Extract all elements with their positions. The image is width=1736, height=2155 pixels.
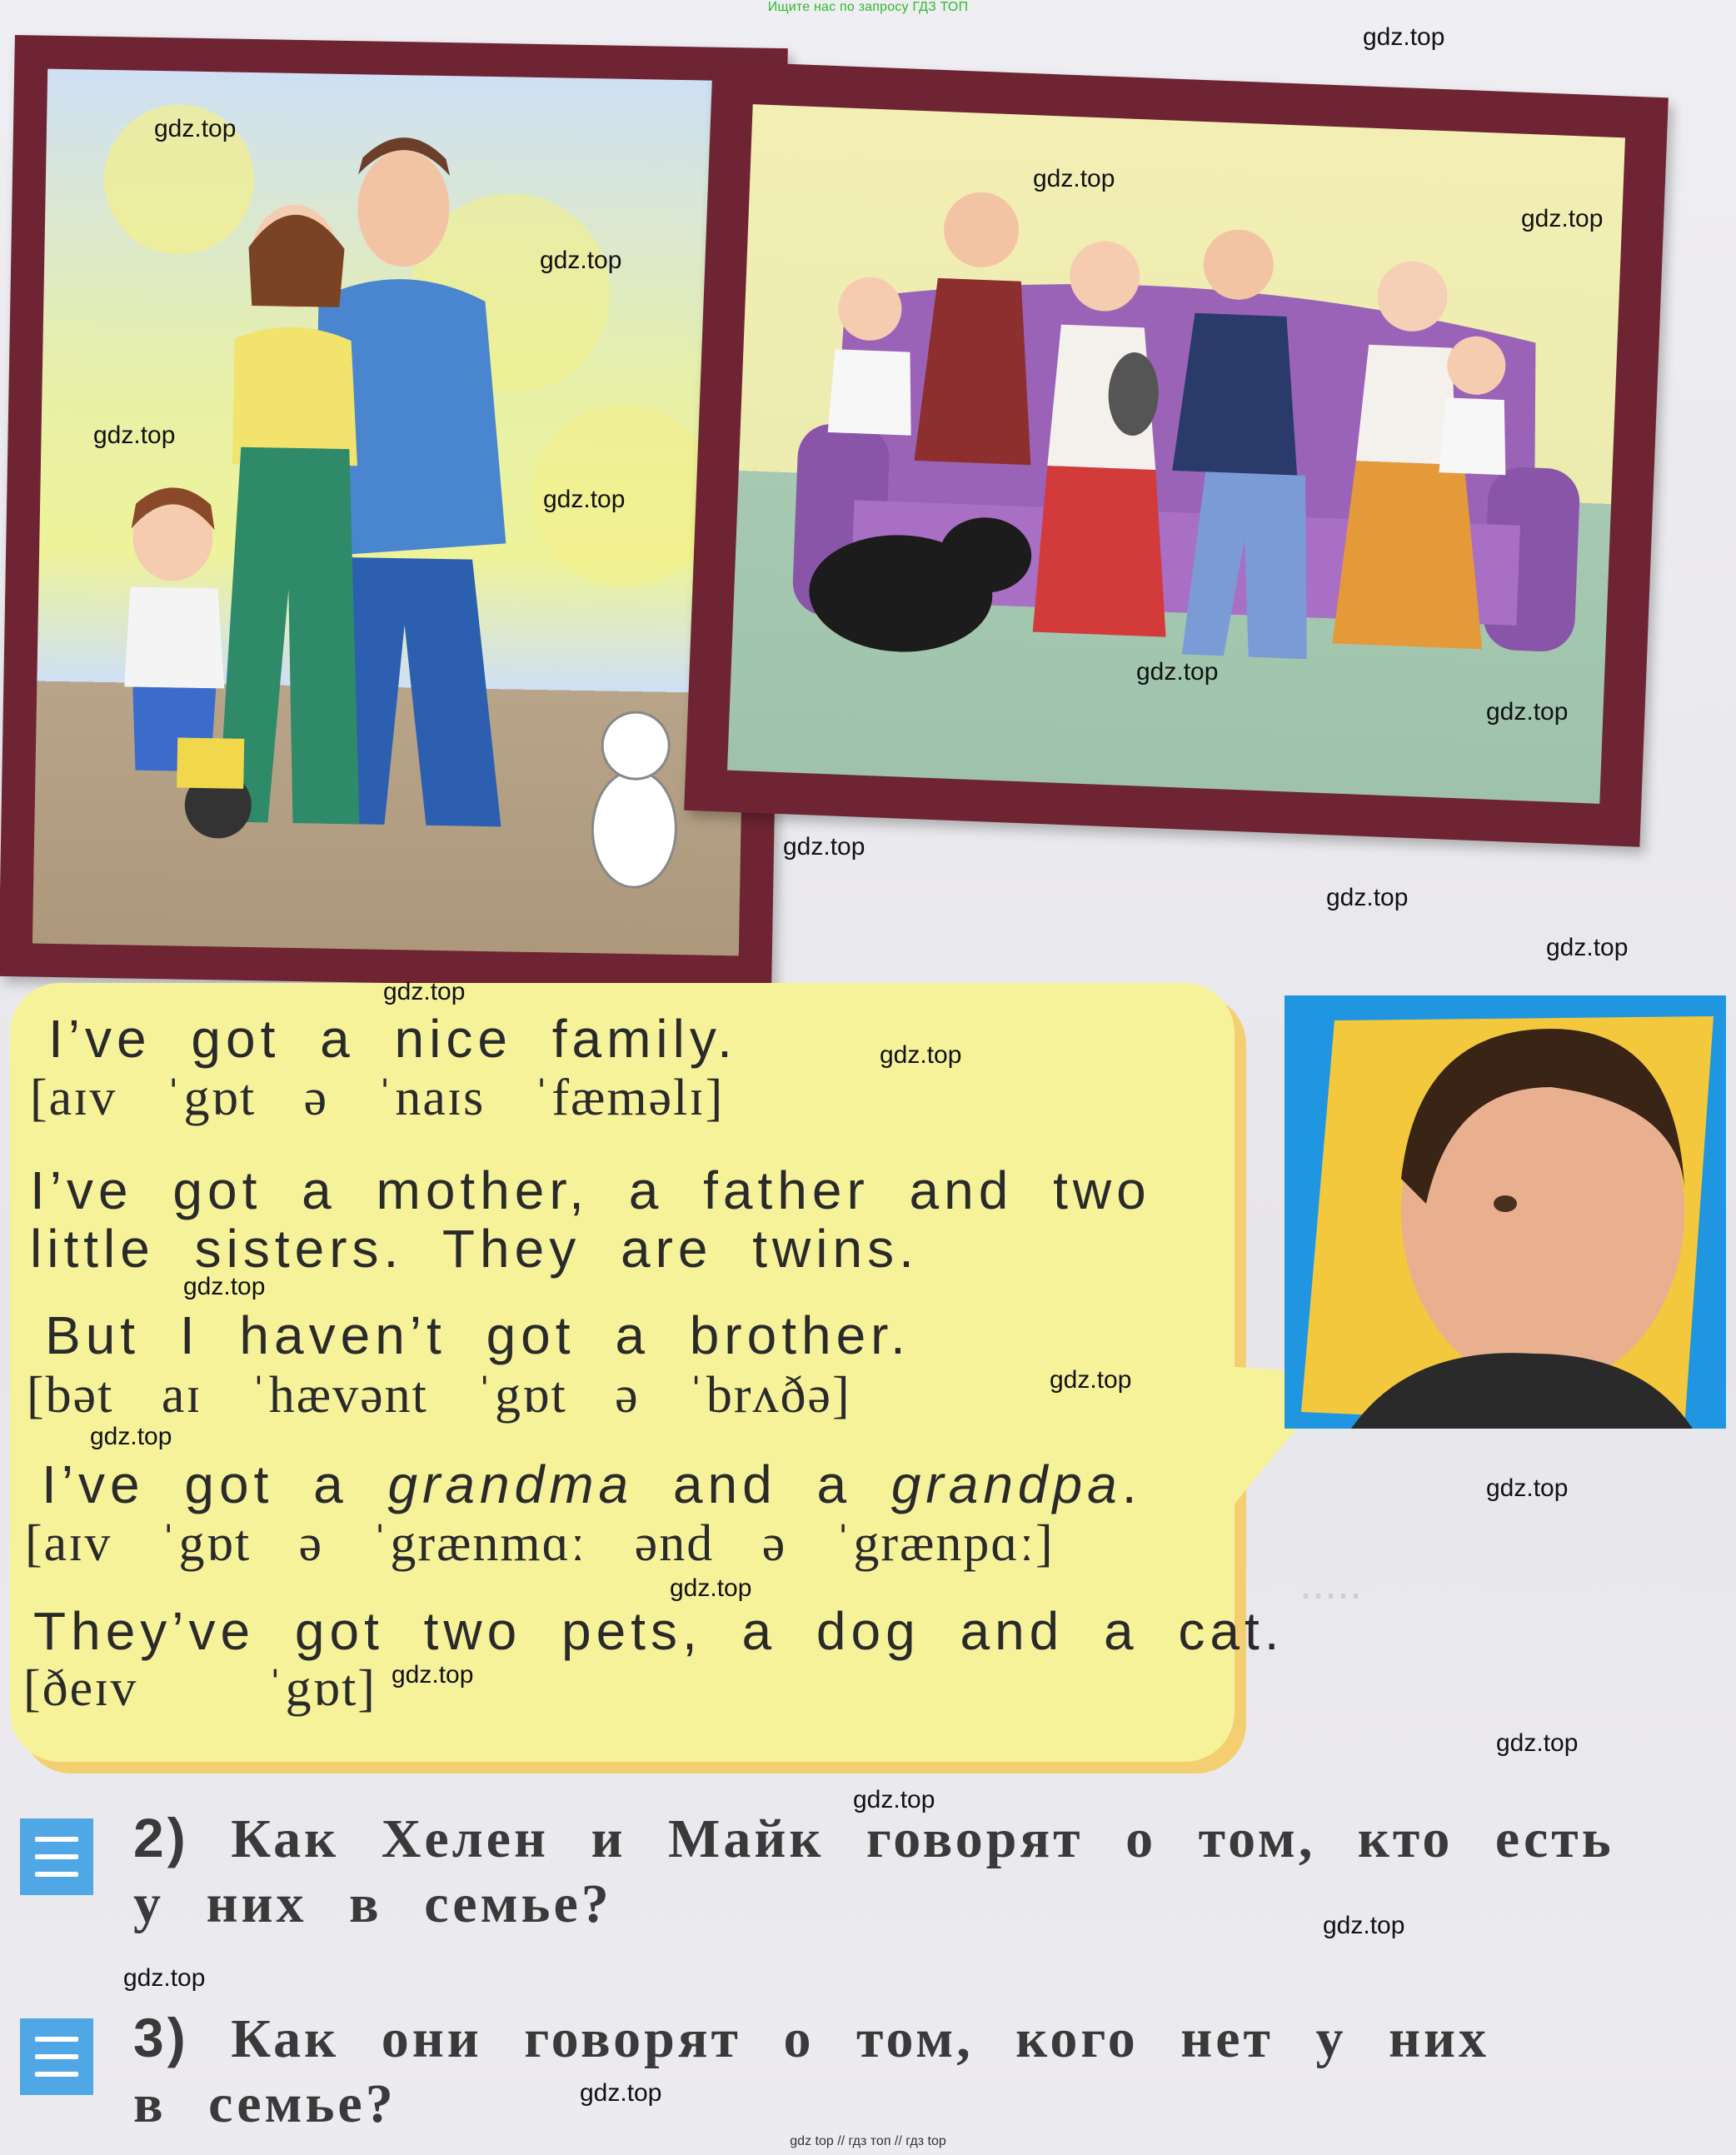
watermark: gdz.top [880, 1041, 962, 1069]
watermark: gdz.top [1323, 1912, 1405, 1939]
sentence-grandparents [42, 1454, 1141, 1515]
family-illustration [32, 69, 754, 956]
question-3-text: Как они говорят о том, кого нет у них [231, 2008, 1489, 2069]
watermark: gdz.top [1486, 698, 1569, 726]
family-picture-frame [0, 35, 788, 990]
watermark: gdz.top [1521, 205, 1604, 232]
question-2-line2: у них в семье? [133, 1873, 612, 1934]
sentence-little-sisters: little sisters. They are twins. [30, 1219, 919, 1279]
question-2-line1 [133, 1806, 1614, 1871]
watermark: gdz.top [1136, 658, 1219, 686]
transcription-theyve: [ðeɪv [23, 1660, 138, 1717]
watermark: gdz.top [1486, 1474, 1569, 1502]
watermark: gdz.top [543, 486, 626, 513]
watermark: gdz.top [183, 1273, 266, 1300]
watermark: gdz.top [853, 1786, 935, 1813]
watermark: gdz.top [1546, 934, 1629, 961]
sentence-no-brother: But I haven’t got a brother. [45, 1305, 910, 1365]
watermark: gdz.top [1050, 1366, 1132, 1394]
word-grandpa: grandpa [890, 1454, 1122, 1514]
bleed-through-text: ..... [1300, 1559, 1363, 1609]
transcription-got: ˈgɒt] [267, 1660, 377, 1717]
question-3-line1 [133, 2006, 1489, 2071]
watermark: gdz.top [783, 833, 866, 861]
question-3-list-icon [20, 2018, 93, 2095]
grandparents-picture-frame [684, 61, 1669, 846]
question-2-text: Как Хелен и Майк говорят о том, кто есть [231, 1808, 1614, 1869]
transcription-no-brother: [bət aɪ ˈhævənt ˈgɒt ə ˈbrʌðə] [27, 1367, 851, 1424]
grandparents-prefix: I’ve got a [42, 1454, 348, 1514]
question-3-line2: в семье? [133, 2073, 397, 2134]
grandparents-mid: and a [672, 1454, 852, 1514]
watermark: gdz.top [392, 1661, 474, 1689]
grandparents-period: . [1121, 1454, 1142, 1514]
watermark: gdz.top [123, 1964, 206, 1992]
transcription-nice-family: [aɪv ˈgɒt ə ˈnaɪs ˈfæməlɪ] [30, 1070, 725, 1126]
watermark: gdz.top [90, 1423, 172, 1450]
watermark: gdz.top [670, 1574, 752, 1602]
sentence-nice-family: I’ve got a nice family. [48, 1009, 737, 1069]
question-2-list-icon [20, 1818, 93, 1895]
watermark: gdz.top [1363, 23, 1445, 51]
watermark: gdz.top [580, 2079, 662, 2107]
watermark: gdz.top [1496, 1729, 1579, 1757]
sentence-mother-father: I’ve got a mother, a father and two [30, 1160, 1151, 1220]
word-grandma: grandma [387, 1454, 634, 1514]
question-3-number: 3) [133, 2007, 189, 2068]
boy-photo [1285, 995, 1726, 1429]
watermark: gdz.top [383, 978, 466, 1005]
watermark: gdz.top [93, 422, 176, 449]
transcription-grandparents: [aɪv ˈgɒt ə ˈgrænmɑː ənd ə ˈgrænpɑː] [25, 1515, 1055, 1572]
watermark: gdz.top [154, 115, 237, 142]
top-banner: Ищите нас по запросу ГДЗ ТОП [767, 0, 969, 14]
watermark: gdz.top [540, 247, 622, 274]
watermark: gdz.top [1033, 165, 1115, 192]
bottom-banner: gdz top // гдз топ // гдз top [790, 2134, 946, 2148]
watermark: gdz.top [1326, 884, 1409, 911]
sentence-pets: They’ve got two pets, a dog and a cat. [33, 1601, 1285, 1661]
question-2-number: 2) [133, 1807, 189, 1868]
